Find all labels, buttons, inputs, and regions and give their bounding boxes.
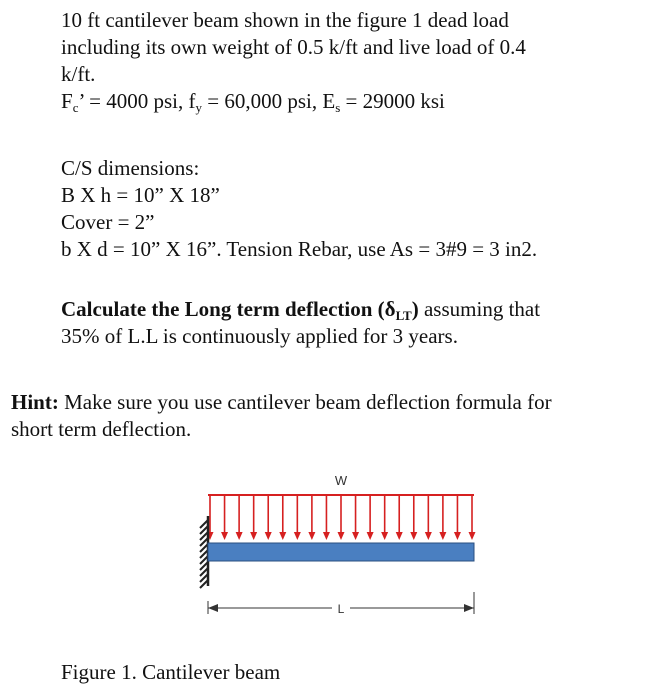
problem-line-3: k/ft. <box>61 62 96 86</box>
problem-line-2: including its own weight of 0.5 k/ft and live load of 0.4 <box>61 35 526 59</box>
load-label: W <box>334 473 348 488</box>
load-arrow-head <box>338 532 345 540</box>
load-arrow-head <box>294 532 301 540</box>
load-arrow-head <box>396 532 403 540</box>
load-arrow-head <box>439 532 446 540</box>
task-line-1 <box>61 296 540 323</box>
cantilever-beam-figure <box>180 468 490 628</box>
load-arrow-head <box>221 532 228 540</box>
fc-subscript: c <box>72 100 79 115</box>
hint-line-2: short term deflection. <box>11 417 192 441</box>
fy-value: = 60,000 psi, E <box>202 89 336 113</box>
es-value: = 29000 ksi <box>340 89 445 113</box>
load-arrow-head <box>323 532 330 540</box>
load-arrow-head <box>236 532 243 540</box>
load-arrow-head <box>367 532 374 540</box>
task-bold <box>61 297 419 321</box>
load-arrow-head <box>454 532 461 540</box>
hint-note <box>11 389 552 443</box>
load-arrow-head <box>469 532 476 540</box>
fixed-support <box>200 516 208 588</box>
load-arrow-head <box>352 532 359 540</box>
task-bold-subscript: LT <box>395 308 412 323</box>
load-arrow-head <box>381 532 388 540</box>
fy-subscript: y <box>195 100 202 115</box>
material-properties <box>61 88 526 115</box>
load-arrow-head <box>410 532 417 540</box>
task-bold-text: Calculate the Long term deflection (δ <box>61 297 396 321</box>
beam <box>208 543 474 561</box>
task-rest: assuming that <box>418 297 541 321</box>
fc-symbol: F <box>61 89 73 113</box>
hint-line-1 <box>11 389 552 416</box>
load-arrow-head <box>265 532 272 540</box>
task-bold-close: ) <box>411 297 419 321</box>
hint-label: Hint: <box>11 390 59 414</box>
es-subscript: s <box>335 100 341 115</box>
cross-section-dimensions <box>61 155 537 263</box>
hint-text-1: Make sure you use cantilever beam deflection formula for <box>58 390 552 414</box>
load-arrow-head <box>425 532 432 540</box>
problem-line-1: 10 ft cantilever beam shown in the figure 1 dead load <box>61 8 509 32</box>
figure-caption: Figure 1. Cantilever beam <box>61 660 281 684</box>
distributed-load <box>207 495 476 540</box>
cs-bxh: B X h = 10” X 18” <box>61 183 220 207</box>
task-statement <box>61 296 540 350</box>
cs-cover: Cover = 2” <box>61 210 155 234</box>
problem-statement <box>61 7 526 115</box>
task-line-2: 35% of L.L is continuously applied for 3 years. <box>61 324 458 348</box>
span-label: L <box>337 602 345 616</box>
cs-heading: C/S dimensions: <box>61 156 200 180</box>
load-arrow-head <box>250 532 257 540</box>
cs-bxd: b X d = 10” X 16”. Tension Rebar, use As = 3#9 = 3 in2. <box>61 237 538 261</box>
load-arrow-head <box>279 532 286 540</box>
load-arrow-head <box>308 532 315 540</box>
fc-value: ’ = 4000 psi, f <box>78 89 196 113</box>
